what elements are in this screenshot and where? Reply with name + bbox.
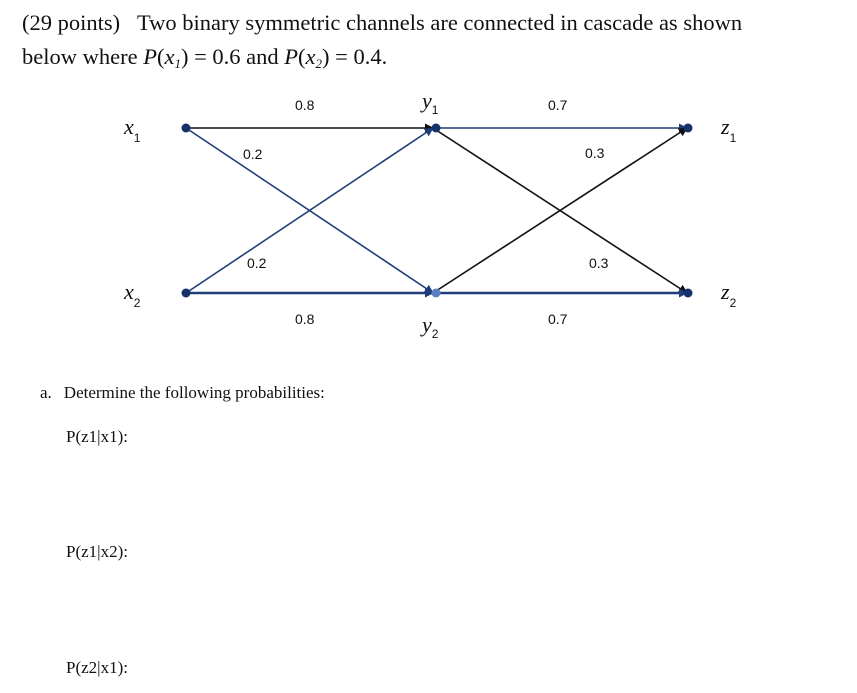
statement-text-1: Two binary symmetric channels are connected in cascade as shown [137,10,743,35]
question-p-z1-given-x2: P(z1|x2): [66,542,128,561]
label-z1: $z_1$ [721,114,737,145]
part-a-letter: a. [40,383,52,402]
part-a-instruction: Determine the following probabilities: [63,383,325,402]
question-p-z1-given-x1: P(z1|x1): [66,427,128,446]
node-z2 [684,289,693,298]
points-label: (29 points) [22,10,121,35]
node-z1 [684,124,693,133]
part-a-heading [40,383,325,403]
label-z2: $z_2$ [721,279,737,310]
statement-text-2: below where [22,44,138,69]
and-word: and [246,44,279,69]
node-y2 [432,289,441,298]
node-x1 [182,124,191,133]
prob-x2-value: 0.4 [353,44,382,69]
label-x1: $x_1$ [124,114,141,145]
prob-label-x2-y2: 0.8 [295,311,315,327]
prob-label-y2-z1: 0.3 [589,255,609,271]
label-x2: $x_2$ [124,279,141,310]
prob-x2-expression: $P(x_2) = 0.4$. [284,44,388,71]
prob-label-y1-z2: 0.3 [585,145,605,161]
prob-label-x1-y2: 0.2 [243,146,263,162]
label-y2: $y_2$ [422,312,439,341]
node-y1 [432,124,441,133]
prob-label-y1-z1: 0.7 [548,97,568,113]
prob-x1-value: 0.6 [212,44,241,69]
question-p-z2-given-x1: P(z2|x1): [66,658,128,677]
node-x2 [182,289,191,298]
prob-label-x2-y1: 0.2 [247,255,267,271]
prob-x1-expression: $P(x_1) = 0.6$ [143,44,241,71]
prob-label-y2-z2: 0.7 [548,311,568,327]
label-y1: $y_1$ [422,88,439,117]
prob-label-x1-y1: 0.8 [295,97,315,113]
